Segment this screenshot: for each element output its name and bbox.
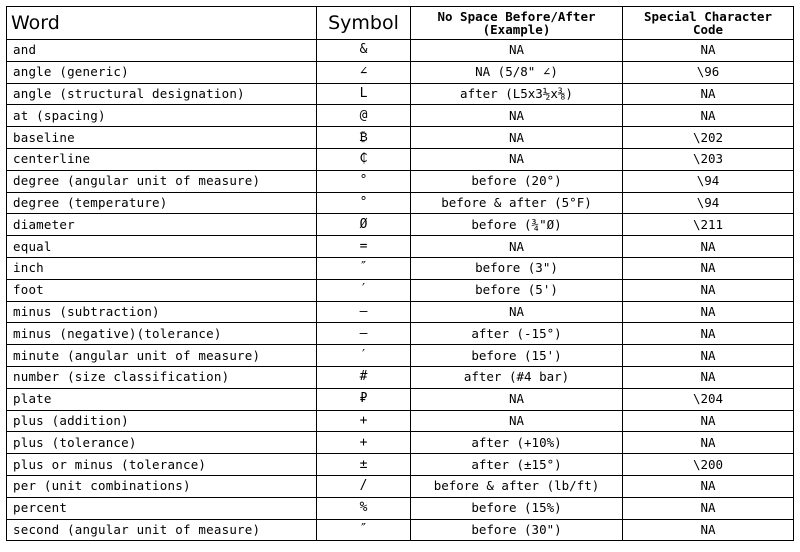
cell-symbol: ∠ — [317, 61, 411, 83]
cell-code: NA — [623, 83, 794, 105]
cell-note: NA — [411, 127, 623, 149]
cell-symbol: ′ — [317, 345, 411, 367]
cell-symbol: + — [317, 432, 411, 454]
table-row — [7, 61, 794, 83]
cell-symbol: — — [317, 301, 411, 323]
cell-word: plus (addition) — [7, 410, 317, 432]
table-row — [7, 127, 794, 149]
cell-symbol: ′ — [317, 279, 411, 301]
cell-symbol: ₿ — [317, 127, 411, 149]
cell-code: NA — [623, 497, 794, 519]
cell-word: angle (generic) — [7, 61, 317, 83]
table-row — [7, 497, 794, 519]
cell-note: NA — [411, 105, 623, 127]
cell-note: before (15') — [411, 345, 623, 367]
table-row — [7, 388, 794, 410]
cell-code: \204 — [623, 388, 794, 410]
cell-note: before (15%) — [411, 497, 623, 519]
cell-symbol: ₽ — [317, 388, 411, 410]
cell-code: NA — [623, 519, 794, 541]
cell-code: \211 — [623, 214, 794, 236]
header-no-space-line2: (Example) — [482, 22, 551, 37]
table-row — [7, 257, 794, 279]
header-code-line1: Special Character — [644, 9, 772, 24]
cell-word: second (angular unit of measure) — [7, 519, 317, 541]
table-row — [7, 83, 794, 105]
cell-note: after (#4 bar) — [411, 366, 623, 388]
cell-code: NA — [623, 301, 794, 323]
cell-code: \203 — [623, 148, 794, 170]
table-row — [7, 366, 794, 388]
cell-symbol: L — [317, 83, 411, 105]
cell-symbol: ″ — [317, 257, 411, 279]
header-word: Word — [7, 7, 317, 40]
table-row — [7, 475, 794, 497]
header-code — [623, 7, 794, 40]
cell-code: NA — [623, 279, 794, 301]
cell-word: percent — [7, 497, 317, 519]
cell-symbol: & — [317, 40, 411, 62]
cell-word: foot — [7, 279, 317, 301]
cell-code: NA — [623, 236, 794, 258]
table-row — [7, 40, 794, 62]
cell-note: after (+10%) — [411, 432, 623, 454]
cell-note: before & after (lb/ft) — [411, 475, 623, 497]
cell-note: before (5') — [411, 279, 623, 301]
cell-word: equal — [7, 236, 317, 258]
cell-note: NA (5/8" ∠) — [411, 61, 623, 83]
cell-word: degree (angular unit of measure) — [7, 170, 317, 192]
cell-code: NA — [623, 475, 794, 497]
table-row — [7, 148, 794, 170]
cell-code: \200 — [623, 454, 794, 476]
table-row — [7, 192, 794, 214]
table-row — [7, 432, 794, 454]
cell-symbol: + — [317, 410, 411, 432]
table-row — [7, 454, 794, 476]
cell-word: baseline — [7, 127, 317, 149]
cell-word: plus or minus (tolerance) — [7, 454, 317, 476]
table-row — [7, 410, 794, 432]
table-row — [7, 345, 794, 367]
cell-word: minus (negative)(tolerance) — [7, 323, 317, 345]
table-row — [7, 236, 794, 258]
cell-code: \96 — [623, 61, 794, 83]
cell-note: before (30") — [411, 519, 623, 541]
table-row — [7, 214, 794, 236]
table-body — [7, 40, 794, 541]
cell-note: NA — [411, 301, 623, 323]
cell-code: \94 — [623, 170, 794, 192]
cell-word: minus (subtraction) — [7, 301, 317, 323]
header-no-space — [411, 7, 623, 40]
header-symbol: Symbol — [317, 7, 411, 40]
cell-code: NA — [623, 105, 794, 127]
cell-code: NA — [623, 40, 794, 62]
cell-code: NA — [623, 323, 794, 345]
cell-symbol: Ø — [317, 214, 411, 236]
cell-symbol: ° — [317, 192, 411, 214]
cell-note: NA — [411, 236, 623, 258]
symbol-table — [6, 6, 794, 541]
cell-word: inch — [7, 257, 317, 279]
table-row — [7, 170, 794, 192]
cell-code: NA — [623, 410, 794, 432]
cell-code: NA — [623, 366, 794, 388]
cell-code: NA — [623, 432, 794, 454]
cell-word: centerline — [7, 148, 317, 170]
cell-word: number (size classification) — [7, 366, 317, 388]
table-row — [7, 323, 794, 345]
cell-word: angle (structural designation) — [7, 83, 317, 105]
cell-word: degree (temperature) — [7, 192, 317, 214]
cell-note: NA — [411, 40, 623, 62]
table-row — [7, 279, 794, 301]
cell-word: per (unit combinations) — [7, 475, 317, 497]
cell-code: NA — [623, 345, 794, 367]
cell-note: NA — [411, 388, 623, 410]
table-header — [7, 7, 794, 40]
table-row — [7, 301, 794, 323]
cell-word: minute (angular unit of measure) — [7, 345, 317, 367]
cell-note: NA — [411, 148, 623, 170]
cell-note: after (±15°) — [411, 454, 623, 476]
cell-word: at (spacing) — [7, 105, 317, 127]
cell-word: and — [7, 40, 317, 62]
header-no-space-line1: No Space Before/After — [437, 9, 596, 24]
cell-symbol: @ — [317, 105, 411, 127]
cell-symbol: = — [317, 236, 411, 258]
table-row — [7, 519, 794, 541]
header-code-line2: Code — [692, 22, 724, 37]
cell-note: before & after (5°F) — [411, 192, 623, 214]
cell-note: after (-15°) — [411, 323, 623, 345]
cell-code: \202 — [623, 127, 794, 149]
cell-symbol: / — [317, 475, 411, 497]
cell-note: before (3") — [411, 257, 623, 279]
cell-code: \94 — [623, 192, 794, 214]
cell-note: NA — [411, 410, 623, 432]
header-row — [7, 7, 794, 40]
cell-symbol: — — [317, 323, 411, 345]
cell-word: plus (tolerance) — [7, 432, 317, 454]
cell-symbol: ° — [317, 170, 411, 192]
cell-symbol: ″ — [317, 519, 411, 541]
cell-note: before (¾"Ø) — [411, 214, 623, 236]
cell-symbol: ± — [317, 454, 411, 476]
cell-note: after (L5x3½x⅜) — [411, 83, 623, 105]
cell-symbol: % — [317, 497, 411, 519]
cell-code: NA — [623, 257, 794, 279]
cell-word: plate — [7, 388, 317, 410]
table-row — [7, 105, 794, 127]
cell-symbol: # — [317, 366, 411, 388]
cell-word: diameter — [7, 214, 317, 236]
cell-symbol: ₵ — [317, 148, 411, 170]
cell-note: before (20°) — [411, 170, 623, 192]
